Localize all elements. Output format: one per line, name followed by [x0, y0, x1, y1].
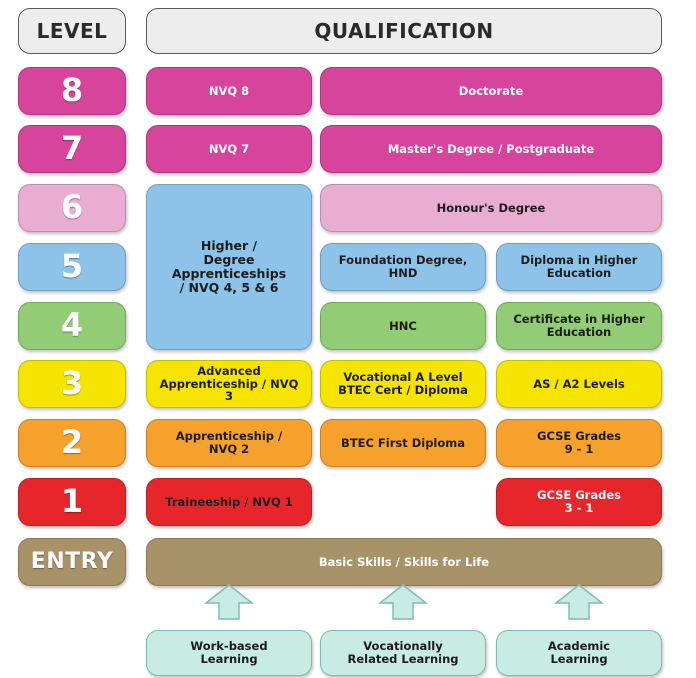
arrow-up-icon: [203, 583, 255, 621]
level-entry-badge: ENTRY: [18, 538, 126, 586]
qualification-foundation-degree: Foundation Degree, HND: [320, 243, 486, 291]
route-academic-learning: Academic Learning: [496, 630, 662, 676]
qualification-nvq-8: NVQ 8: [146, 67, 312, 115]
qualification-doctorate: Doctorate: [320, 67, 662, 115]
level-3-badge: 3: [18, 360, 126, 408]
level-5-badge: 5: [18, 243, 126, 291]
route-work-based-learning: Work-based Learning: [146, 630, 312, 676]
qualification-certificate-higher-education: Certificate in Higher Education: [496, 302, 662, 350]
level-2-badge: 2: [18, 419, 126, 467]
qualification-masters-degree: Master's Degree / Postgraduate: [320, 125, 662, 173]
qualification-as-a2-levels: AS / A2 Levels: [496, 360, 662, 408]
qualification-hnc: HNC: [320, 302, 486, 350]
qualification-nvq-7: NVQ 7: [146, 125, 312, 173]
qualification-btec-first-diploma: BTEC First Diploma: [320, 419, 486, 467]
route-vocationally-related-learning: Vocationally Related Learning: [320, 630, 486, 676]
qualification-higher-apprenticeships: Higher / Degree Apprenticeships / NVQ 4, 5 & 6: [146, 184, 312, 350]
level-8-badge: 8: [18, 67, 126, 115]
qualification-gcse-grades-9-1: GCSE Grades 9 - 1: [496, 419, 662, 467]
level-7-badge: 7: [18, 125, 126, 173]
qualification-vocational-a-level: Vocational A Level BTEC Cert / Diploma: [320, 360, 486, 408]
qualification-diploma-higher-education: Diploma in Higher Education: [496, 243, 662, 291]
qualification-gcse-grades-3-1: GCSE Grades 3 - 1: [496, 478, 662, 526]
qualification-basic-skills: Basic Skills / Skills for Life: [146, 538, 662, 586]
level-1-badge: 1: [18, 478, 126, 526]
level-4-badge: 4: [18, 302, 126, 350]
level-header: LEVEL: [18, 8, 126, 54]
arrow-up-icon: [377, 583, 429, 621]
qualification-traineeship: Traineeship / NVQ 1: [146, 478, 312, 526]
level-6-badge: 6: [18, 184, 126, 232]
arrow-up-icon: [553, 583, 605, 621]
qualification-header: QUALIFICATION: [146, 8, 662, 54]
qualification-apprenticeship: Apprenticeship / NVQ 2: [146, 419, 312, 467]
qualification-honours-degree: Honour's Degree: [320, 184, 662, 232]
qualification-advanced-apprenticeship: Advanced Apprenticeship / NVQ 3: [146, 360, 312, 408]
